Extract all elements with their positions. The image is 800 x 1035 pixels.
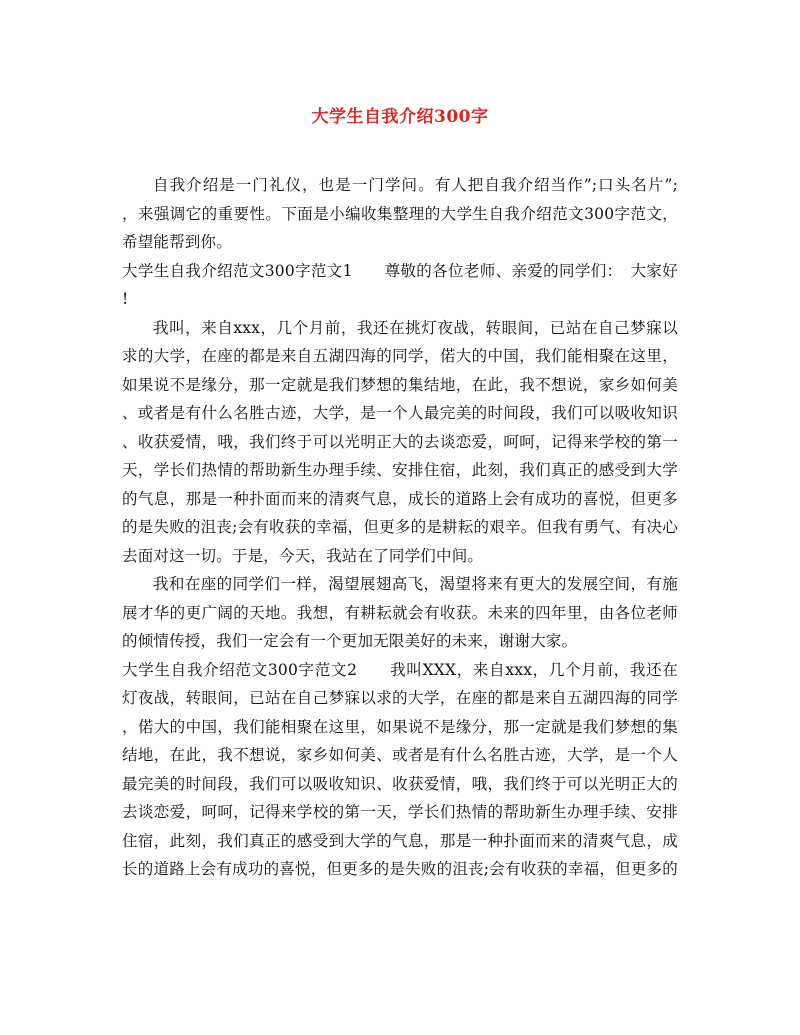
body-line: ，来强调它的重要性。下面是小编收集整理的大学生自我介绍范文300字范文， [122, 204, 678, 223]
document-title: 大学生自我介绍300字 [311, 107, 489, 127]
body-line: 展才华的更广阔的天地。我想，有耕耘就会有收获。未来的四年里，由各位老师 [122, 603, 678, 622]
document-body [122, 171, 678, 884]
body-line: 自我介绍是一门礼仪，也是一门学问。有人把自我介绍当作”;口头名片”; [153, 176, 678, 194]
body-line: 大学生自我介绍范文300字范文2 我叫XXX，来自xxx，几个月前，我还在 [122, 660, 678, 679]
body-line: 我和在座的同学们一样，渴望展翅高飞，渴望将来有更大的发展空间，有施 [153, 575, 678, 593]
body-line: ，偌大的中国，我们能相聚在这里，如果说不是缘分，那一定就是我们梦想的集 [122, 717, 678, 736]
body-line: 、收获爱情，哦，我们终于可以光明正大的去谈恋爱，呵呵，记得来学校的第一 [122, 432, 678, 451]
body-line: 希望能帮到你。 [122, 233, 232, 251]
body-line: 住宿，此刻，我们真正的感受到大学的气息，那是一种扑面而来的清爽气息，成 [122, 831, 678, 850]
body-line: 去面对这一切。于是，今天，我站在了同学们中间。 [122, 546, 484, 565]
body-line: 去谈恋爱，呵呵，记得来学校的第一天，学长们热情的帮助新生办理手续、安排 [122, 803, 678, 821]
body-line: 结地，在此，我不想说，家乡如何美、或者是有什么名胜古迹，大学，是一个人 [122, 746, 678, 764]
body-line: 长的道路上会有成功的喜悦，但更多的是失败的沮丧;会有收获的幸福，但更多的 [122, 860, 678, 878]
body-line: 灯夜战，转眼间，已站在自己梦寐以求的大学，在座的都是来自五湖四海的同学 [122, 689, 678, 707]
body-line: 大学生自我介绍范文300字范文1 尊敬的各位老师、亲爱的同学们： 大家好 [122, 261, 678, 280]
body-line: ! [122, 290, 129, 308]
body-line: 的是失败的沮丧;会有收获的幸福，但更多的是耕耘的艰辛。但我有勇气、有决心 [122, 518, 678, 536]
body-line: 我叫，来自xxx，几个月前，我还在挑灯夜战，转眼间，已站在自己梦寐以 [153, 318, 678, 337]
body-line: 、或者是有什么名胜古迹，大学，是一个人最完美的时间段，我们可以吸收知识 [122, 404, 678, 422]
body-line: 求的大学，在座的都是来自五湖四海的同学，偌大的中国，我们能相聚在这里， [122, 347, 678, 365]
body-line: 最完美的时间段，我们可以吸收知识、收获爱情，哦，我们终于可以光明正大的 [122, 774, 678, 793]
body-line: 天，学长们热情的帮助新生办理手续、安排住宿，此刻，我们真正的感受到大学 [122, 461, 678, 479]
body-line: 如果说不是缘分，那一定就是我们梦想的集结地，在此，我不想说，家乡如何美 [122, 375, 678, 394]
body-line: 的气息，那是一种扑面而来的清爽气息，成长的道路上会有成功的喜悦，但更多 [122, 489, 678, 508]
body-line: 的倾情传授，我们一定会有一个更加无限美好的未来，谢谢大家。 [122, 632, 578, 650]
